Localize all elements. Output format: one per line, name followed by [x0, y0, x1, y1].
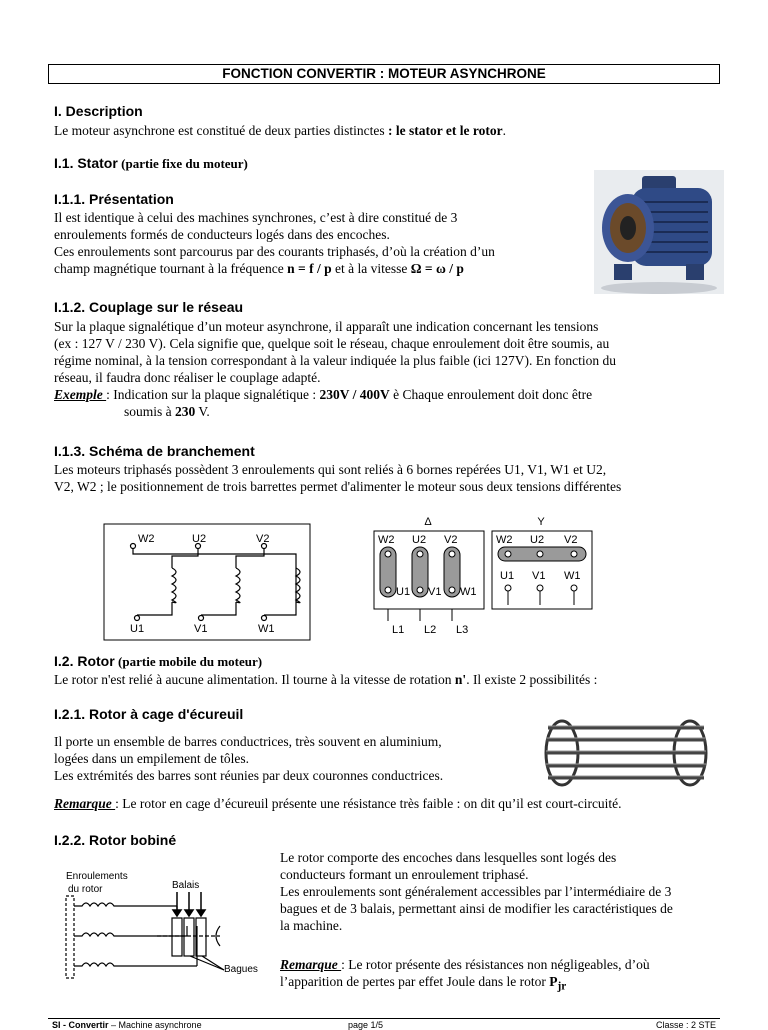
wound-rotor-figure	[52, 866, 268, 994]
line-label-l1: L1	[392, 624, 405, 636]
presentation-text	[54, 209, 495, 277]
terminal-label-w2: W2	[138, 533, 155, 545]
bobine-line-1: Le rotor comporte des encoches dans lesquelles sont logés des	[280, 850, 617, 865]
schema-text	[54, 461, 621, 495]
example-line-2	[54, 403, 616, 420]
bobine-remark-label: Remarque	[280, 957, 342, 972]
terminal-label-w1: W1	[258, 623, 275, 635]
wye-label-w1: W1	[564, 570, 581, 582]
schema-line-2: V2, W2 ; le positionnement de trois barrettes permet d'alimenter le moteur sous deux tensions différentes	[54, 479, 622, 494]
presentation-line-4a: champ magnétique tournant à la fréquence	[54, 261, 288, 276]
description-text-c: .	[502, 123, 506, 138]
section-heading-couplage: I.1.2. Couplage sur le réseau	[54, 299, 244, 315]
couplage-line-4: réseau, il faudra donc réaliser le couplage adapté.	[54, 370, 321, 385]
line-label-l3: L3	[456, 624, 469, 636]
delta-label-w2: W2	[378, 534, 395, 546]
power-symbol: P	[549, 974, 558, 989]
section-heading-presentation: I.1.1. Présentation	[54, 191, 174, 207]
wye-label-w2: W2	[496, 534, 513, 546]
bobine-remark-a: : Le rotor présente des résistances non négligeables, d’où	[341, 957, 650, 972]
delta-label-w1: W1	[460, 586, 477, 598]
delta-symbol: Δ	[424, 516, 432, 528]
cage-line-2: logées dans un empilement de tôles.	[54, 751, 249, 766]
delta-label-v1: V1	[428, 586, 442, 598]
couplage-line-2: (ex : 127 V / 230 V). Cela signifie que, quelque soit le réseau, chaque enroulement doit être soumis, au	[54, 336, 610, 351]
section-heading-bobine: I.2.2. Rotor bobiné	[54, 832, 177, 848]
rotor-heading: I.2. Rotor	[54, 653, 115, 669]
wye-label-v2: V2	[564, 534, 578, 546]
line-label-l2: L2	[424, 624, 437, 636]
section-heading-description: I. Description	[54, 103, 143, 119]
bobine-remark-line-2	[280, 973, 650, 996]
bobine-remark	[280, 956, 650, 996]
fig-label-balais: Balais	[172, 880, 200, 891]
description-text-b: : le stator et le rotor	[388, 123, 503, 138]
rotor-text-c: . Il existe 2 possibilités :	[466, 672, 598, 687]
presentation-line-4	[54, 260, 495, 277]
wye-terminal-board	[490, 513, 596, 613]
footer-class: Classe : 2 STE	[655, 1020, 716, 1030]
bobine-line-3: Les enroulements sont généralement accessibles par l’intermédiaire de 3	[280, 884, 672, 899]
description-text-a: Le moteur asynchrone est constitué de deux parties distinctes	[54, 123, 389, 138]
bobine-text	[280, 849, 673, 934]
example-text-d: soumis à	[124, 404, 176, 419]
motor-photo	[594, 170, 724, 294]
delta-label-u1: U1	[396, 586, 411, 598]
rotor-text-a: Le rotor n'est relié à aucune alimentation. Il tourne à la vitesse de rotation	[54, 672, 455, 687]
example-text-f: V.	[195, 404, 210, 419]
section-heading-rotor	[54, 653, 262, 670]
cage-line-3: Les extrémités des barres sont réunies par deux couronnes conductrices.	[54, 768, 444, 783]
footer-left	[52, 1020, 202, 1030]
frequency-formula: n = f / p	[287, 261, 332, 276]
bobine-line-5: la machine.	[280, 918, 343, 933]
page-title: FONCTION CONVERTIR : MOTEUR ASYNCHRONE	[48, 64, 720, 84]
cage-remark-text: : Le rotor en cage d’écureuil présente une résistance très faible : on dit qu’il est court-circuité.	[115, 796, 622, 811]
fig-label-enroulements: Enroulements	[66, 871, 128, 882]
terminal-label-u1: U1	[130, 623, 145, 635]
presentation-line-4c: et à la vitesse	[331, 261, 411, 276]
arrow-glyph: è	[389, 387, 403, 402]
presentation-line-3: Ces enroulements sont parcourus par des courants triphasés, d’où la création d’un	[54, 244, 495, 259]
rotor-subheading: (partie mobile du moteur)	[118, 654, 263, 669]
rotor-text	[54, 671, 597, 688]
example-line-1	[54, 386, 616, 403]
example-text-a: : Indication sur la plaque signalétique :	[106, 387, 320, 402]
wye-symbol: Y	[537, 516, 545, 528]
presentation-line-2: enroulements formés de conducteurs logés dans des encoches.	[54, 227, 390, 242]
bobine-line-4: bagues et de 3 balais, permettant ainsi de modifier les caractéristiques de	[280, 901, 673, 916]
terminal-label-v2: V2	[256, 533, 270, 545]
presentation-line-1: Il est identique à celui des machines synchrones, c’est à dire constitué de 3	[54, 210, 458, 225]
delta-label-u2: U2	[412, 534, 427, 546]
cage-text	[54, 733, 443, 784]
schema-line-1: Les moteurs triphasés possèdent 3 enroulements qui sont reliés à 6 bornes repérées U1, V1, W1 et U2,	[54, 462, 607, 477]
wye-label-u2: U2	[530, 534, 545, 546]
terminal-label-u2: U2	[192, 533, 207, 545]
bobine-remark-b: l’apparition de pertes par effet Joule dans le rotor	[280, 974, 550, 989]
delta-label-v2: V2	[444, 534, 458, 546]
windings-diagram	[100, 520, 314, 644]
delta-terminal-board	[372, 513, 488, 641]
cage-remark-label: Remarque	[54, 796, 116, 811]
example-text-c: Chaque enroulement doit donc être	[402, 387, 593, 402]
cage-line-1: Il porte un ensemble de barres conductrices, très souvent en aluminium,	[54, 734, 442, 749]
fig-label-du-rotor: du rotor	[68, 884, 103, 895]
couplage-line-3: régime nominal, à la tension correspondant à la valeur indiquée la plus faible (ici 127V). En fonction du	[54, 353, 616, 368]
rotor-speed: n'	[454, 672, 467, 687]
footer-left-rest: – Machine asynchrone	[108, 1020, 202, 1030]
wye-label-u1: U1	[500, 570, 515, 582]
stator-heading: I.1. Stator	[54, 155, 118, 171]
footer-page-number: page 1/5	[348, 1020, 384, 1030]
speed-formula: Ω = ω / p	[410, 261, 464, 276]
footer-left-bold: SI - Convertir	[52, 1020, 109, 1030]
example-230: 230	[175, 404, 196, 419]
power-subscript: jr	[557, 980, 567, 993]
cage-remark	[54, 795, 622, 812]
example-voltage: 230V / 400V	[319, 387, 390, 402]
section-heading-cage: I.2.1. Rotor à cage d'écureuil	[54, 706, 244, 722]
stator-subheading: (partie fixe du moteur)	[121, 156, 248, 171]
fig-label-bagues: Bagues	[224, 964, 258, 975]
bobine-remark-line-1	[280, 956, 650, 973]
terminal-label-v1: V1	[194, 623, 208, 635]
bobine-line-2: conducteurs formant un enroulement triphasé.	[280, 867, 529, 882]
section-heading-stator	[54, 155, 248, 172]
section-heading-schema: I.1.3. Schéma de branchement	[54, 443, 255, 459]
description-text	[54, 122, 506, 139]
example-label: Exemple	[54, 387, 107, 402]
wye-label-v1: V1	[532, 570, 546, 582]
squirrel-cage-figure	[540, 716, 710, 790]
couplage-line-1: Sur la plaque signalétique d’un moteur asynchrone, il apparaît une indication concernant les tensions	[54, 319, 599, 334]
couplage-text	[54, 318, 616, 420]
